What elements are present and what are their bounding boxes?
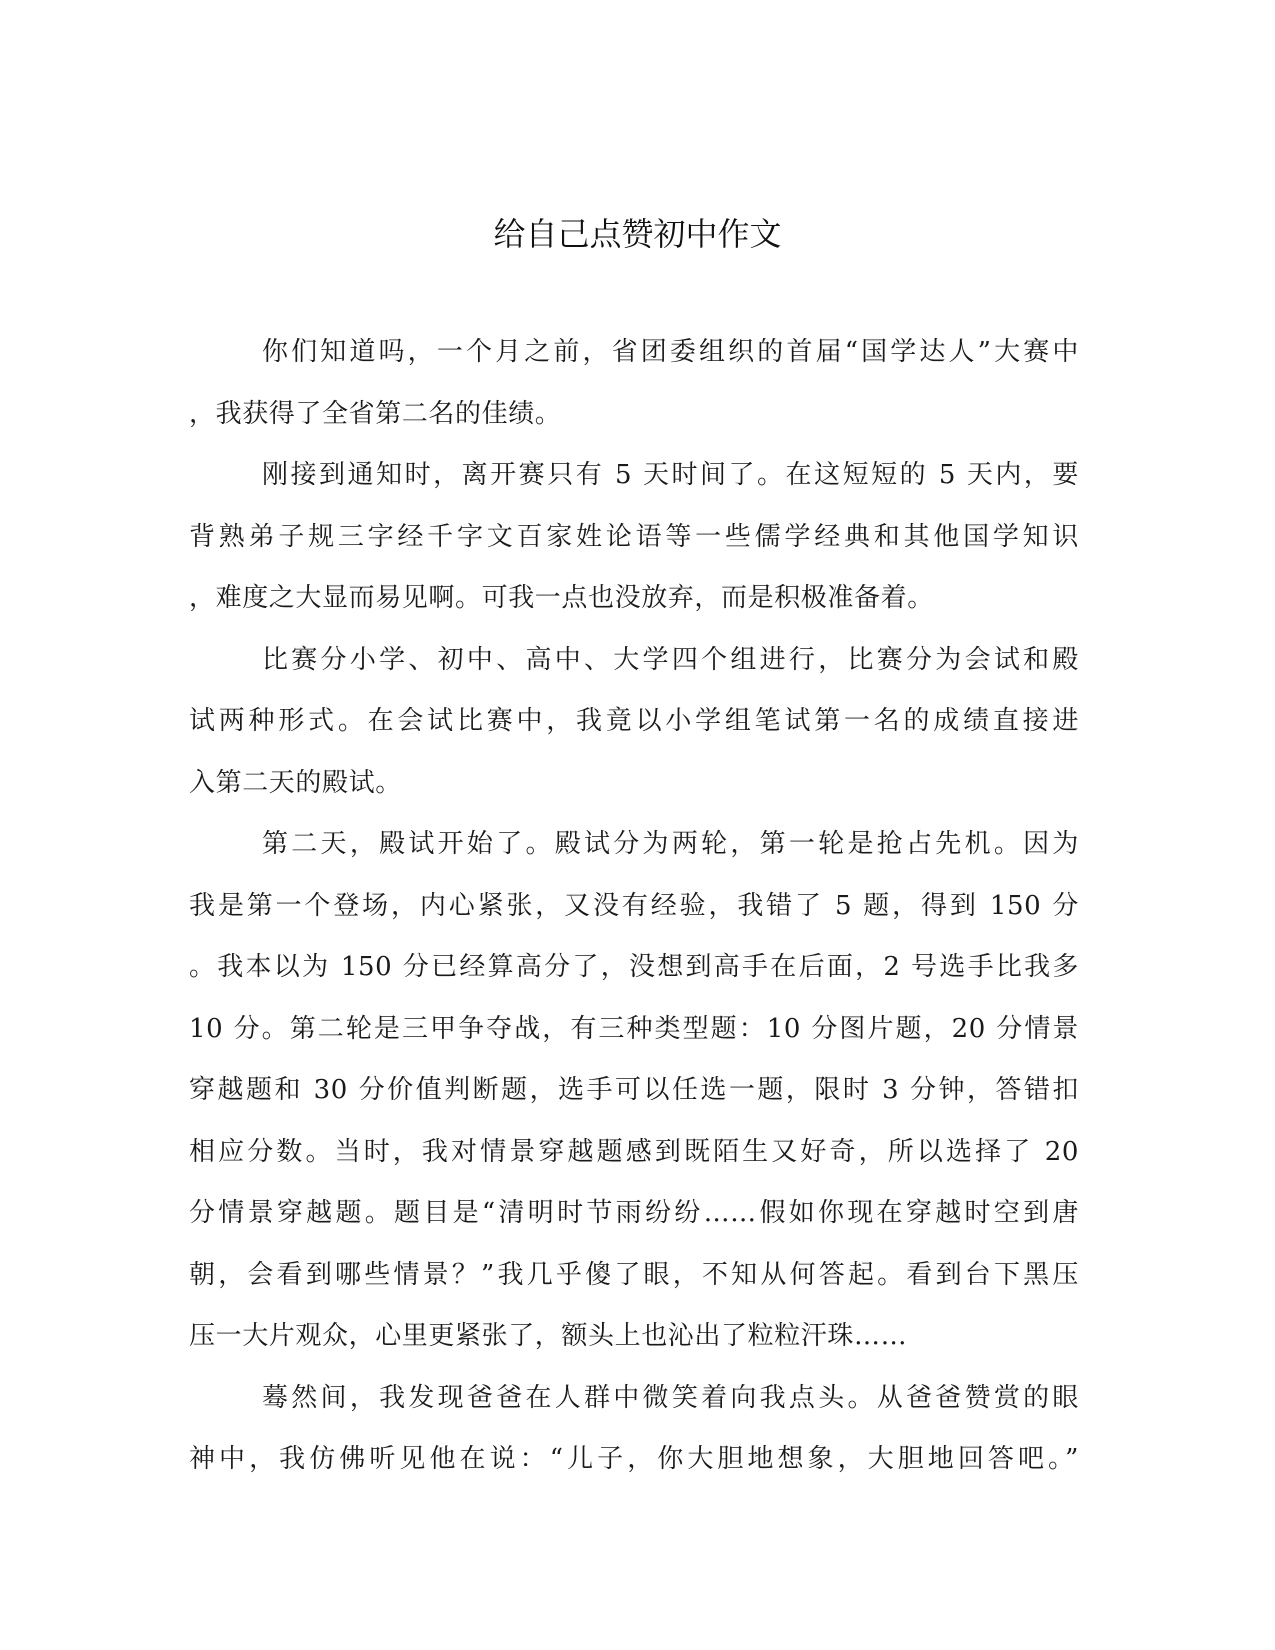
paragraph-line: 。我本以为 150 分已经算高分了，没想到高手在后面，2 号选手比我多 bbox=[189, 952, 1079, 982]
paragraph-line: 压一大片观众，心里更紧张了，额头上也沁出了粒粒汗珠…… bbox=[189, 1321, 908, 1351]
paragraph-line: ，我获得了全省第二名的佳绩。 bbox=[189, 398, 562, 429]
paragraph-line: 10 分。第二轮是三甲争夺战，有三种类型题：10 分图片题，20 分情景 bbox=[189, 1013, 1079, 1044]
paragraph-first-line: 你们知道吗，一个月之前，省团委组织的首届“国学达人”大赛中 bbox=[262, 337, 1079, 367]
paragraph-line: 我是第一个登场，内心紧张，又没有经验，我错了 5 题，得到 150 分 bbox=[189, 890, 1079, 921]
paragraph-line: 背熟弟子规三字经千字文百家姓论语等一些儒学经典和其他国学知识 bbox=[189, 521, 1079, 552]
paragraph-first-line: 蓦然间，我发现爸爸在人群中微笑着向我点头。从爸爸赞赏的眼 bbox=[262, 1382, 1079, 1413]
paragraph-line: 相应分数。当时，我对情景穿越题感到既陌生又好奇，所以选择了 20 bbox=[189, 1136, 1079, 1167]
paragraph-first-line: 第二天，殿试开始了。殿试分为两轮，第一轮是抢占先机。因为 bbox=[262, 829, 1079, 859]
paragraph-line: 分情景穿越题。题目是“清明时节雨纷纷……假如你现在穿越时空到唐 bbox=[189, 1198, 1079, 1228]
paragraph-line: 穿越题和 30 分价值判断题，选手可以任选一题，限时 3 分钟，答错扣 bbox=[189, 1075, 1079, 1105]
paragraph-line: 神中，我仿佛听见他在说：“儿子，你大胆地想象，大胆地回答吧。” bbox=[189, 1444, 1079, 1474]
paragraph-line: 试两种形式。在会试比赛中，我竟以小学组笔试第一名的成绩直接进 bbox=[189, 706, 1079, 736]
paragraph-first-line: 比赛分小学、初中、高中、大学四个组进行，比赛分为会试和殿 bbox=[262, 644, 1079, 675]
paragraph-line: 朝，会看到哪些情景？”我几乎傻了眼，不知从何答起。看到台下黑压 bbox=[189, 1259, 1079, 1290]
paragraph-line: ，难度之大显而易见啊。可我一点也没放弃，而是积极准备着。 bbox=[189, 583, 934, 613]
document-title: 给自己点赞初中作文 bbox=[493, 215, 782, 253]
paragraph-first-line: 刚接到通知时，离开赛只有 5 天时间了。在这短短的 5 天内，要 bbox=[262, 460, 1079, 490]
document-body bbox=[189, 322, 1079, 1491]
paragraph-line: 入第二天的殿试。 bbox=[189, 767, 402, 798]
